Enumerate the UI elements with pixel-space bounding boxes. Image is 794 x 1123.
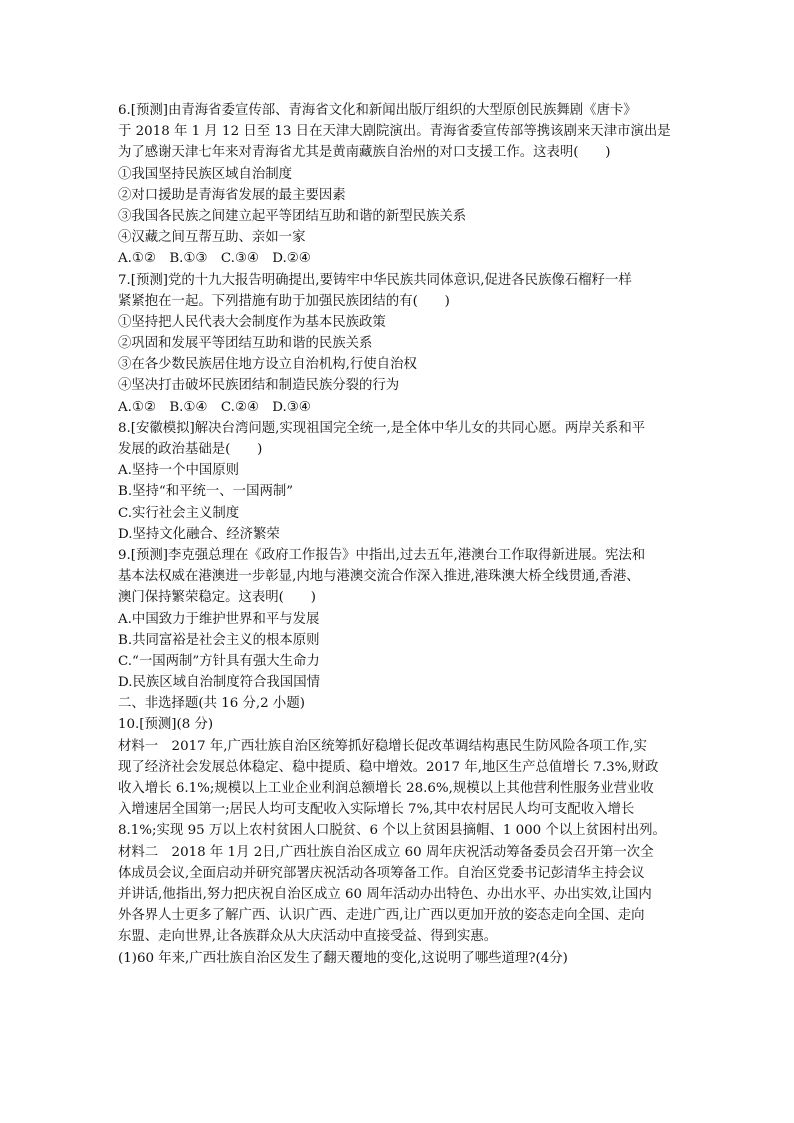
question-7-option: ②巩固和发展平等团结互助和谐的民族关系 xyxy=(118,336,373,352)
question-9-stem-line: 9.[预测]李克强总理在《政府工作报告》中指出,过去五年,港澳台工作取得新进展。宪法和 xyxy=(118,547,646,563)
question-9-stem-line: 基本法权威在港澳进一步彰显,内地与港澳交流合作深入推进,港珠澳大桥全线贯通,香港、 xyxy=(118,569,640,585)
question-6-option: ③我国各民族之间建立起平等团结互助和谐的新型民族关系 xyxy=(118,208,467,224)
material-1-line: 8.1%;实现 95 万以上农村贫困人口脱贫、6 个以上贫困县摘帽、1 000 个以上贫困村出列。 xyxy=(118,823,666,839)
material-1 xyxy=(118,736,678,842)
material-2-line: 并讲话,他指出,努力把庆祝自治区成立 60 周年活动办出特色、办出水平、办出实效,让国内 xyxy=(118,886,652,902)
question-9 xyxy=(118,545,678,693)
question-6-option: ①我国坚持民族区域自治制度 xyxy=(118,166,293,182)
question-6-choices: A.①② B.①③ C.③④ D.②④ xyxy=(118,251,311,267)
material-2-line: 材料二 2018 年 1月 2日,广西壮族自治区成立 60 周年庆祝活动筹备委员会召开第一次全 xyxy=(118,844,654,860)
exam-content xyxy=(118,100,678,969)
question-6-option: ④汉藏之间互帮互助、亲如一家 xyxy=(118,230,306,246)
question-8-stem-line: 发展的政治基础是( ) xyxy=(118,442,263,457)
section-2 xyxy=(118,693,678,968)
question-8-option: C.实行社会主义制度 xyxy=(118,505,240,521)
question-7-stem-line: 紧紧抱在一起。下列措施有助于加强民族团结的有( ) xyxy=(118,293,450,309)
section-2-heading: 二、非选择题(共 16 分,2 小题) xyxy=(118,696,305,712)
question-8-option: B.坚持“和平统一、一国两制” xyxy=(118,484,294,500)
question-7-choices: A.①② B.①④ C.②④ D.③④ xyxy=(118,399,311,415)
question-8-option: A.坚持一个中国原则 xyxy=(118,463,240,479)
question-6-stem-line: 为了感谢天津七年来对青海省尤其是黄南藏族自治州的对口支援工作。这表明( ) xyxy=(118,145,611,161)
question-8-stem-line: 8.[安徽模拟]解决台湾问题,实现祖国完全统一,是全体中华儿女的共同心愿。两岸关系和平 xyxy=(118,420,646,436)
material-1-line: 入增速居全国第一;居民人均可支配收入实际增长 7%,其中农村居民人均可支配收入增长 xyxy=(118,802,635,818)
question-8 xyxy=(118,418,678,545)
question-7-option: ④坚决打击破坏民族团结和制造民族分裂的行为 xyxy=(118,378,400,394)
question-9-option: D.民族区域自治制度符合我国国情 xyxy=(118,675,320,691)
material-1-line: 现了经济社会发展总体稳定、稳中提质、稳中增效。2017 年,地区生产总值增长 7.3%,财政 xyxy=(118,759,659,775)
material-2 xyxy=(118,842,678,948)
material-1-line: 收入增长 6.1%;规模以上工业企业利润总额增长 28.6%,规模以上其他营利性服务业营业收 xyxy=(118,781,654,796)
question-7-stem-line: 7.[预测]党的十九大报告明确提出,要铸牢中华民族共同体意识,促进各民族像石榴籽一样 xyxy=(118,272,632,288)
material-1-line: 材料一 2017 年,广西壮族自治区统筹抓好稳增长促改革调结构惠民生防风险各项工作,实 xyxy=(118,738,647,754)
material-2-line: 东盟、走向世界,让各族群众从大庆活动中直接受益、得到实惠。 xyxy=(118,929,498,945)
question-9-option: C.“一国两制”方针具有强大生命力 xyxy=(118,653,320,669)
question-7 xyxy=(118,270,678,418)
material-2-line: 体成员会议,全面启动并研究部署庆祝活动各项筹备工作。自治区党委书记彭清华主持会议 xyxy=(118,865,645,881)
question-7-option: ③在各少数民族居住地方设立自治机构,行使自治权 xyxy=(118,357,417,373)
question-9-stem-line: 澳门保持繁荣稳定。这表明( ) xyxy=(118,590,316,606)
question-10-title: 10.[预测](8 分) xyxy=(118,717,214,733)
question-6-option: ②对口援助是青海省发展的最主要因素 xyxy=(118,187,346,203)
question-9-option: B.共同富裕是社会主义的根本原则 xyxy=(118,632,320,648)
question-9-option: A.中国致力于维护世界和平与发展 xyxy=(118,611,320,627)
material-2-line: 外各界人士更多了解广西、认识广西、走进广西,让广西以更加开放的姿态走向全国、走向 xyxy=(118,908,645,924)
question-6-stem-line: 于 2018 年 1 月 12 日至 13 日在天津大剧院演出。青海省委宣传部等携该剧来天津市演出是 xyxy=(118,124,671,140)
question-6 xyxy=(118,100,678,270)
question-10-sub-1: (1)60 年来,广西壮族自治区发生了翻天覆地的变化,这说明了哪些道理?(4分) xyxy=(118,950,568,966)
question-7-option: ①坚持把人民代表大会制度作为基本民族政策 xyxy=(118,314,386,330)
question-6-stem-line: 6.[预测]由青海省委宣传部、青海省文化和新闻出版厅组织的大型原创民族舞剧《唐卡》 xyxy=(118,103,637,118)
question-8-option: D.坚持文化融合、经济繁荣 xyxy=(118,526,280,542)
